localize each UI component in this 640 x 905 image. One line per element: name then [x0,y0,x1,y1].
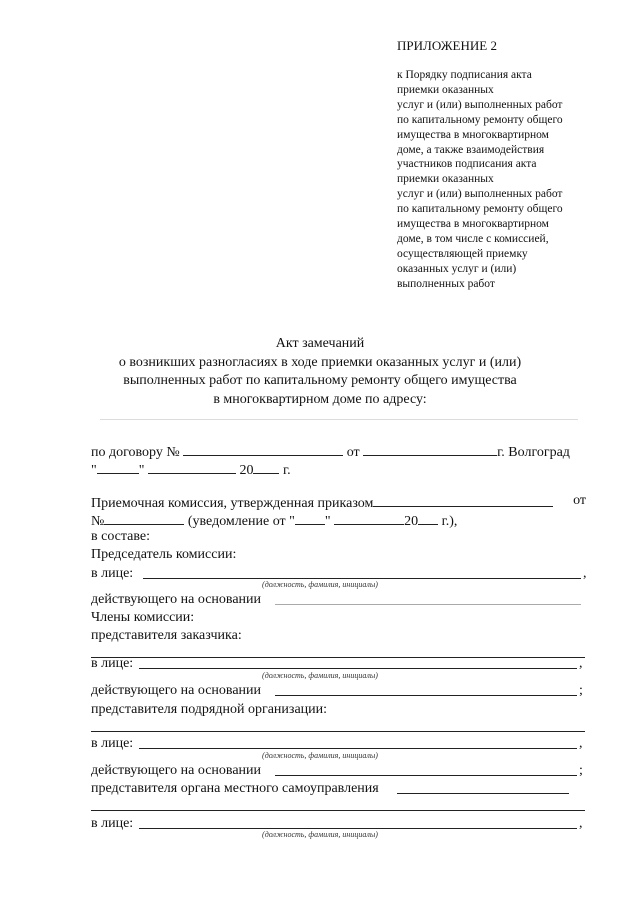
appendix-line: к Порядку подписания акта [397,69,532,81]
commission-label: Приемочная комиссия, утвержденная приказом [91,496,374,511]
appendix-line: по капитальному ремонту общего [397,113,563,126]
appendix-line: выполненных работ [397,277,495,290]
year-prefix: 20 [404,514,419,529]
year-suffix: г. [282,463,291,478]
title-line: о возникших разногласиях в ходе приемки оказанных услуг и (или) [118,354,522,370]
contract-label: по договору № [91,445,180,460]
field-caption: (должность, фамилия, инициалы) [262,671,378,680]
composition-label: в составе: [91,529,151,544]
order-number-field[interactable] [104,510,184,525]
comma: , [579,656,583,671]
local-gov-extra-field[interactable] [91,810,585,811]
city-label: г. Волгоград [497,445,570,460]
contract-row [91,441,586,459]
notice-end: г.), [441,514,458,529]
quote-close: " [138,463,145,478]
field-caption: (должность, фамилия, инициалы) [262,580,378,589]
notice-label: (уведомление от " [187,514,295,529]
commission-notice-row [91,510,586,528]
contractor-basis-row [91,762,586,780]
field-caption: (должность, фамилия, инициалы) [262,751,378,760]
title-line: Акт замечаний [275,336,365,351]
document-title [0,335,640,409]
field-caption: (должность, фамилия, инициалы) [262,830,378,839]
customer-basis-field[interactable] [275,695,577,696]
appendix-reference [397,68,563,292]
notice-month-field[interactable] [334,510,404,525]
comma: , [583,566,587,581]
local-gov-field[interactable] [397,793,569,794]
chairman-basis-field[interactable] [275,604,581,605]
comma: , [579,736,583,751]
contractor-name-field[interactable] [139,748,577,749]
local-gov-label: представителя органа местного самоуправления [91,781,379,796]
acting-basis-label: действующего на основании [91,592,262,607]
appendix-line: услуг и (или) выполненных работ [397,188,563,201]
in-person-label: в лице: [91,736,134,751]
commission-order-row [91,492,586,510]
local-gov-name-field[interactable] [139,828,577,829]
customer-name-field[interactable] [139,668,577,669]
day-field[interactable] [97,459,139,474]
semicolon: ; [579,683,583,698]
appendix-line: осуществляющей приемку [397,247,528,260]
appendix-line: доме, а также взаимодействия [397,143,545,156]
appendix-line: доме, в том числе с комиссией, [397,232,549,245]
acting-basis-label: действующего на основании [91,683,262,698]
contractor-rep-field[interactable] [91,731,585,732]
appendix-line: приемки оказанных [397,173,494,186]
contract-from-label: от [346,445,360,460]
title-line: в многоквартирном доме по адресу: [213,391,427,407]
chairman-name-field[interactable] [143,578,581,579]
appendix-line: услуг и (или) выполненных работ [397,98,563,111]
comma: , [579,816,583,831]
appendix-line: имущества в многоквартирном [397,128,549,141]
year-prefix: 20 [239,463,254,478]
address-line[interactable] [100,419,578,420]
contractor-rep-label: представителя подрядной организации: [91,702,328,717]
notice-day-field[interactable] [295,510,325,525]
in-person-label: в лице: [91,566,134,581]
customer-basis-row [91,682,586,700]
semicolon: ; [579,763,583,778]
local-gov-row [91,780,586,798]
acting-basis-label: действующего на основании [91,763,262,778]
contract-number-field[interactable] [183,441,343,456]
appendix-line: приемки оказанных [397,83,494,96]
notice-year-field[interactable] [418,510,438,525]
month-field[interactable] [148,459,236,474]
chairman-basis-row [91,591,586,609]
appendix-line: участников подписания акта [397,158,537,171]
date-row [91,459,586,477]
appendix-title: ПРИЛОЖЕНИЕ 2 [397,38,497,53]
customer-rep-label: представителя заказчика: [91,628,242,643]
title-line: выполненных работ по капитальному ремонту общего имущества [123,373,517,388]
commission-from-label: от [573,493,586,508]
in-person-label: в лице: [91,816,134,831]
order-field[interactable] [373,492,553,507]
appendix-line: имущества в многоквартирном [397,218,549,231]
quote-close: " [324,514,331,529]
in-person-label: в лице: [91,656,134,671]
chairman-label: Председатель комиссии: [91,547,237,562]
quote-open: " [91,463,97,478]
contract-date-field[interactable] [363,441,497,456]
number-sign: № [91,514,105,529]
appendix-line: оказанных услуг и (или) [397,262,517,275]
contractor-basis-field[interactable] [275,775,577,776]
members-label: Члены комиссии: [91,610,195,625]
appendix-line: по капитальному ремонту общего [397,203,563,216]
year-field[interactable] [253,459,279,474]
